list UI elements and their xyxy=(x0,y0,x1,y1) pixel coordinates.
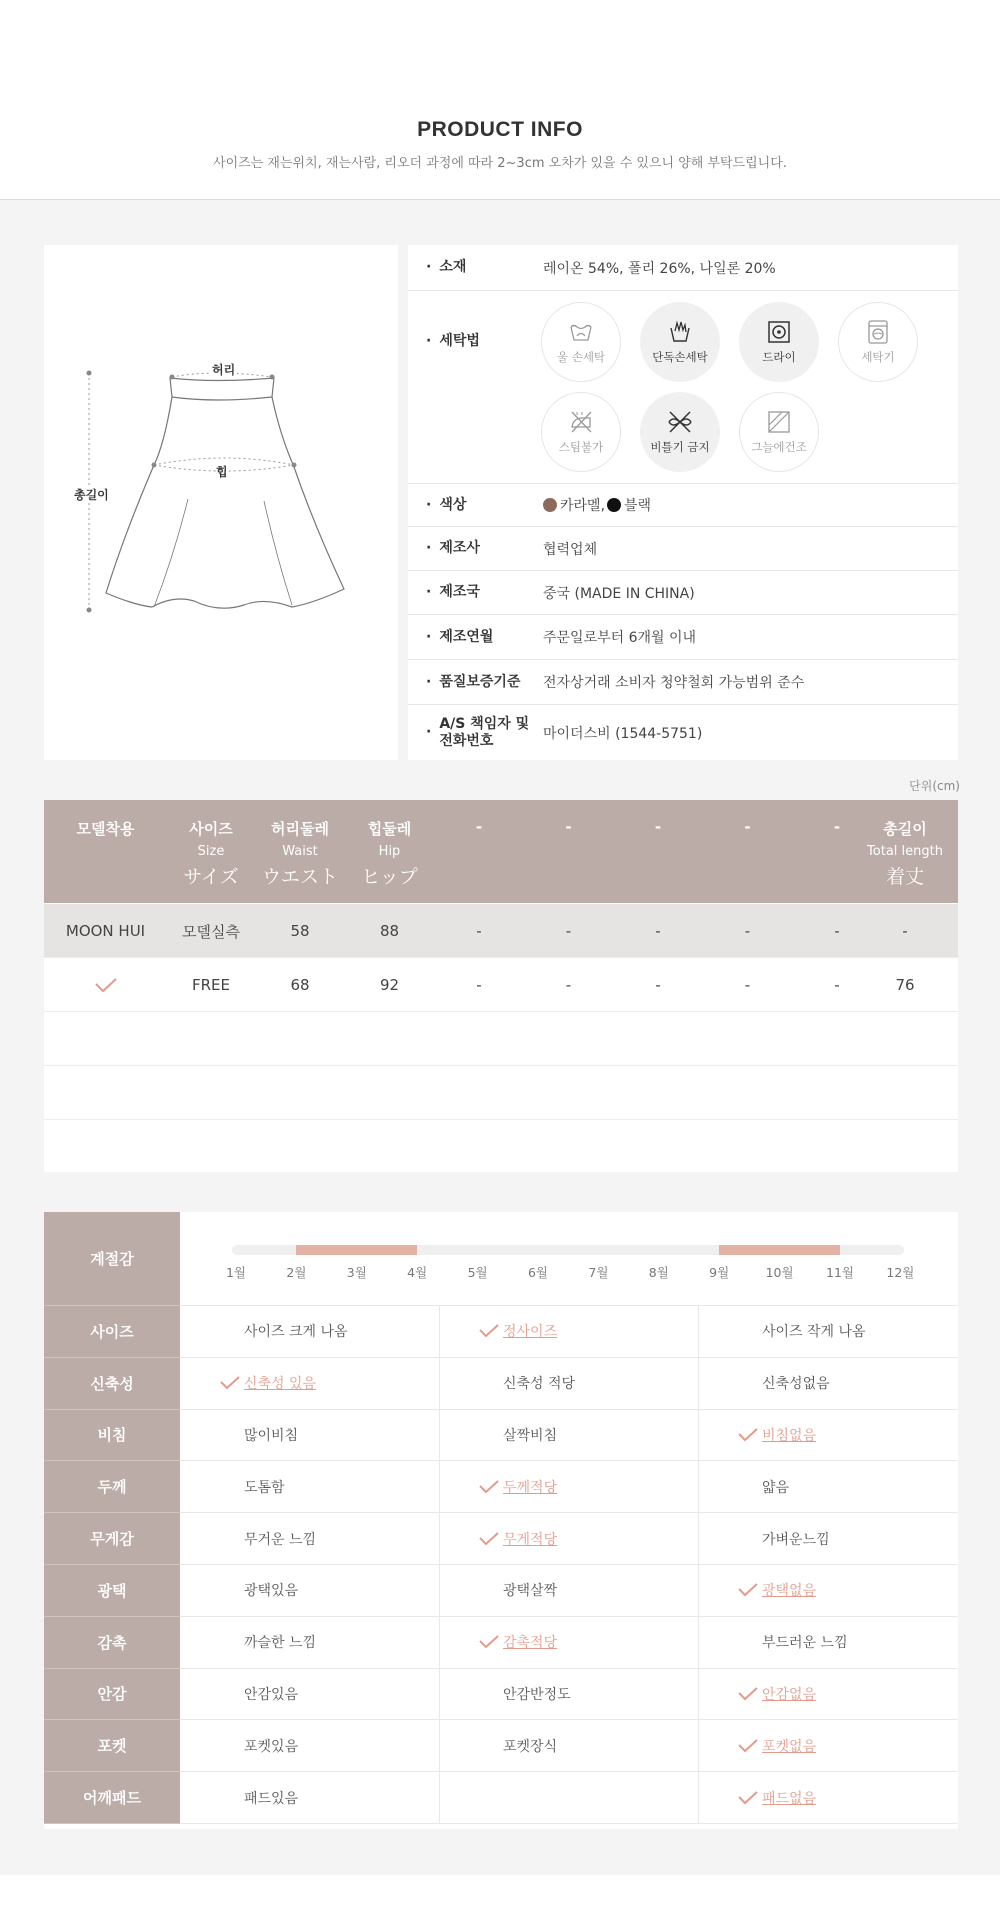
as-row: · A/S 책임자 및 전화번호 마이더스비 (1544-5751) xyxy=(408,705,958,760)
fabric-option xyxy=(738,1410,816,1461)
fabric-option xyxy=(738,1565,816,1616)
table-row-free: FREE 68 92 - - - - - 76 xyxy=(44,958,958,1012)
fabric-option xyxy=(503,1669,571,1720)
maker-value: 협력업체 xyxy=(543,541,598,558)
page-subtitle: 사이즈는 재는위치, 재는사람, 리오더 과정에 따라 2~3cm 오차가 있을 수 있으니 양해 부탁드립니다. xyxy=(213,156,787,171)
hip-label: 힙 xyxy=(216,465,228,479)
column-divider xyxy=(698,1720,699,1771)
as-label-line1: A/S 책임자 및 xyxy=(439,715,530,732)
quality-label: 품질보증기준 xyxy=(439,673,521,690)
col-model: 모델착용 xyxy=(76,820,135,838)
col-hip: 힙둘레 Hip ヒップ xyxy=(361,820,418,888)
fabric-option xyxy=(244,1617,316,1668)
fabric-option xyxy=(503,1720,557,1771)
column-divider xyxy=(698,1358,699,1409)
column-divider xyxy=(439,1513,440,1564)
month-label: 11월 xyxy=(826,1265,854,1280)
country-value: 중국 (MADE IN CHINA) xyxy=(543,585,695,602)
fabric-option xyxy=(503,1410,557,1461)
check-icon xyxy=(738,1739,758,1753)
column-divider xyxy=(698,1410,699,1461)
no-wring-icon xyxy=(667,409,693,435)
fabric-label: 비침 xyxy=(44,1410,180,1462)
fabric-option-label: 부드러운 느낌 xyxy=(762,1635,848,1652)
month-label: 5월 xyxy=(467,1265,488,1280)
column-divider xyxy=(439,1772,440,1823)
fabric-option-label: 사이즈 크게 나옴 xyxy=(244,1324,348,1341)
column-divider xyxy=(698,1461,699,1512)
as-label-line2: 전화번호 xyxy=(439,732,494,749)
fabric-row xyxy=(180,1306,958,1358)
fabric-label: 신축성 xyxy=(44,1358,180,1410)
table-row-empty xyxy=(44,1120,958,1174)
col-blank-1: - xyxy=(475,818,483,836)
fabric-option xyxy=(220,1358,316,1409)
column-divider xyxy=(439,1617,440,1668)
check-icon xyxy=(220,1376,240,1390)
fabric-table xyxy=(44,1212,958,1829)
month-label: 8월 xyxy=(648,1265,669,1280)
washing-machine-icon xyxy=(865,319,891,345)
fabric-option xyxy=(762,1461,789,1512)
fabric-label: 사이즈 xyxy=(44,1306,180,1358)
fabric-option xyxy=(244,1513,316,1564)
column-divider xyxy=(698,1617,699,1668)
column-divider xyxy=(698,1669,699,1720)
fabric-row xyxy=(180,1513,958,1565)
check-icon xyxy=(479,1480,499,1494)
care-washing-machine: 세탁기 xyxy=(838,302,918,382)
date-label: 제조연월 xyxy=(439,628,494,645)
column-divider xyxy=(439,1720,440,1771)
fabric-label: 무게감 xyxy=(44,1513,180,1565)
month-label: 6월 xyxy=(527,1265,549,1280)
material-row: · 소재 레이온 54%, 폴리 26%, 나일론 20% xyxy=(408,245,958,291)
month-label: 10월 xyxy=(765,1265,794,1280)
selected-check-icon xyxy=(44,958,167,1012)
col-blank-5: - xyxy=(833,818,841,836)
skirt-diagram xyxy=(44,245,398,760)
col-blank-4: - xyxy=(744,818,751,836)
country-label: 제조국 xyxy=(439,584,480,600)
fabric-option xyxy=(244,1720,298,1771)
column-divider xyxy=(439,1410,440,1461)
separate-hand-wash-icon xyxy=(667,319,693,345)
care-no-wring: 비틀기 금지 xyxy=(640,392,720,472)
column-divider xyxy=(698,1772,699,1823)
fabric-row xyxy=(180,1720,958,1772)
check-icon xyxy=(479,1324,499,1338)
as-value: 마이더스비 (1544-5751) xyxy=(543,725,703,742)
check-icon xyxy=(479,1635,499,1649)
fabric-option-label: 광택없음 xyxy=(762,1583,817,1600)
fabric-option-label: 무게적당 xyxy=(503,1531,558,1548)
fabric-row xyxy=(180,1772,958,1824)
quality-row: · 품질보증기준 전자상거래 소비자 청약철회 가능범위 준수 xyxy=(408,660,958,705)
fabric-option xyxy=(479,1461,557,1512)
fabric-option-label: 안감있음 xyxy=(244,1686,299,1703)
month-label: 4월 xyxy=(407,1265,428,1280)
unit-label: 단위(cm) xyxy=(909,779,960,793)
fabric-option xyxy=(503,1565,557,1616)
country-row: · 제조국 중국 (MADE IN CHINA) xyxy=(408,571,958,615)
quality-value: 전자상거래 소비자 청약철회 가능범위 준수 xyxy=(543,675,805,691)
col-length: 총길이 Total length 着丈 xyxy=(867,820,943,888)
fabric-option xyxy=(503,1358,575,1409)
care-no-steam: 스팀불가 xyxy=(541,392,621,472)
col-blank-3: - xyxy=(654,818,662,836)
month-label: 1월 xyxy=(225,1265,247,1280)
month-label: 2월 xyxy=(286,1265,307,1280)
fabric-option-label: 까슬한 느낌 xyxy=(244,1635,317,1652)
shade-dry-icon xyxy=(766,409,792,435)
check-icon xyxy=(738,1687,758,1701)
fabric-option-label: 포켓없음 xyxy=(762,1738,817,1755)
no-steam-icon xyxy=(568,409,594,435)
size-table xyxy=(44,800,958,1172)
month-label: 7월 xyxy=(588,1265,609,1280)
fabric-row xyxy=(180,1410,958,1462)
care-dry-clean: 드라이 xyxy=(739,302,819,382)
material-label: 소재 xyxy=(439,259,467,275)
fabric-option xyxy=(738,1669,816,1720)
page-title: PRODUCT INFO xyxy=(417,118,583,141)
fabric-label: 포켓 xyxy=(44,1720,180,1772)
column-divider xyxy=(698,1513,699,1564)
dry-clean-icon xyxy=(766,319,792,345)
fabric-option xyxy=(479,1617,557,1668)
fabric-option xyxy=(479,1306,557,1357)
fabric-option-label: 정사이즈 xyxy=(503,1324,558,1341)
column-divider xyxy=(698,1565,699,1616)
fabric-option-label: 도톰함 xyxy=(244,1479,285,1496)
date-value: 주문일로부터 6개월 이내 xyxy=(543,630,697,646)
season-bar xyxy=(296,1245,417,1255)
month-label: 12월 xyxy=(886,1265,915,1280)
color-label: 색상 xyxy=(439,496,467,513)
fabric-row xyxy=(180,1565,958,1617)
fabric-option xyxy=(738,1720,816,1771)
column-divider xyxy=(439,1565,440,1616)
col-size: 사이즈 Size サイズ xyxy=(183,820,239,888)
wash-row: · 세탁법 울 손세탁 단독손세탁 드라이 세탁기 스팀불가 비틀기 금지 그늘에건조 xyxy=(408,291,958,484)
fabric-row xyxy=(180,1461,958,1513)
fabric-option-label: 광택살짝 xyxy=(503,1583,558,1600)
fabric-option xyxy=(738,1772,816,1823)
fabric-option-label: 신축성없음 xyxy=(762,1376,830,1393)
fabric-option-label: 안감없음 xyxy=(762,1686,817,1703)
column-divider xyxy=(439,1306,440,1357)
check-icon xyxy=(738,1791,758,1805)
season-row xyxy=(180,1212,958,1306)
column-divider xyxy=(439,1358,440,1409)
fabric-option-label: 광택있음 xyxy=(244,1583,299,1600)
col-blank-2: - xyxy=(565,818,572,836)
fabric-option xyxy=(244,1772,298,1823)
color-name-caramel: 카라멜, xyxy=(560,498,606,514)
fabric-row xyxy=(180,1617,958,1669)
fabric-option-label: 패드있음 xyxy=(244,1790,299,1807)
material-value: 레이온 54%, 폴리 26%, 나일론 20% xyxy=(543,260,776,277)
length-label: 총길이 xyxy=(74,488,109,502)
season-label: 계절감 xyxy=(44,1212,180,1306)
fabric-option-label: 신축성 있음 xyxy=(244,1376,317,1393)
fabric-option xyxy=(244,1669,298,1720)
fabric-option-label: 살짝비침 xyxy=(503,1427,558,1444)
care-separate-hand-wash: 단독손세탁 xyxy=(640,302,720,382)
color-name-black: 블랙 xyxy=(624,498,652,514)
fabric-option-label: 가벼운느낌 xyxy=(762,1531,830,1548)
fabric-row xyxy=(180,1669,958,1721)
check-icon xyxy=(738,1583,758,1597)
column-divider xyxy=(439,1461,440,1512)
fabric-option xyxy=(244,1461,285,1512)
fabric-option xyxy=(244,1306,348,1357)
fabric-option-label: 비침없음 xyxy=(762,1427,817,1444)
size-table-header xyxy=(44,800,958,903)
color-swatch-black xyxy=(607,498,621,512)
fabric-option xyxy=(762,1306,866,1357)
fabric-option-label: 포켓장식 xyxy=(503,1738,558,1755)
fabric-option-label: 신축성 적당 xyxy=(503,1376,576,1393)
hand-wash-icon xyxy=(568,319,594,345)
maker-label: 제조사 xyxy=(439,540,480,556)
fabric-label: 광택 xyxy=(44,1565,180,1617)
fabric-option xyxy=(479,1513,557,1564)
date-row: · 제조연월 주문일로부터 6개월 이내 xyxy=(408,615,958,660)
care-hand-wash: 울 손세탁 xyxy=(541,302,621,382)
check-icon xyxy=(738,1428,758,1442)
check-icon xyxy=(479,1532,499,1546)
fabric-option-label: 안감반정도 xyxy=(503,1686,571,1703)
fabric-option-label: 포켓있음 xyxy=(244,1738,299,1755)
col-waist: 허리둘레 Waist ウエスト xyxy=(261,820,338,888)
fabric-option xyxy=(244,1410,298,1461)
fabric-option-label: 두께적당 xyxy=(503,1479,558,1496)
fabric-option-label: 많이비침 xyxy=(244,1427,299,1444)
fabric-option-label: 무거운 느낌 xyxy=(244,1531,317,1548)
table-row-empty xyxy=(44,1012,958,1066)
fabric-option xyxy=(762,1358,830,1409)
table-row-empty xyxy=(44,1066,958,1120)
fabric-label: 안감 xyxy=(44,1669,180,1721)
fabric-option xyxy=(244,1565,298,1616)
column-divider xyxy=(439,1669,440,1720)
season-bar xyxy=(719,1245,840,1255)
maker-row: · 제조사 협력업체 xyxy=(408,527,958,571)
color-swatch-caramel xyxy=(543,498,557,512)
fabric-option-label: 감촉적당 xyxy=(503,1635,558,1652)
fabric-option-label: 얇음 xyxy=(762,1479,790,1496)
month-label: 3월 xyxy=(346,1265,367,1280)
table-row-model: MOON HUI 모델실측 58 88 - - - - - - xyxy=(44,904,958,958)
product-info-table xyxy=(408,245,958,760)
care-shade-dry: 그늘에건조 xyxy=(739,392,819,472)
wash-label: 세탁법 xyxy=(439,333,480,349)
fabric-option-label: 사이즈 작게 나옴 xyxy=(762,1324,866,1341)
fabric-option xyxy=(762,1513,830,1564)
page-header xyxy=(0,0,1000,200)
color-row: · 색상 카라멜, 블랙 xyxy=(408,484,958,527)
column-divider xyxy=(698,1306,699,1357)
fabric-label: 어깨패드 xyxy=(44,1772,180,1824)
fabric-option-label: 패드없음 xyxy=(762,1790,817,1807)
fabric-label: 감촉 xyxy=(44,1617,180,1669)
fabric-option xyxy=(762,1617,848,1668)
waist-label: 허리 xyxy=(212,363,236,377)
month-label: 9월 xyxy=(709,1265,730,1280)
fabric-row xyxy=(180,1358,958,1410)
fabric-label: 두께 xyxy=(44,1461,180,1513)
